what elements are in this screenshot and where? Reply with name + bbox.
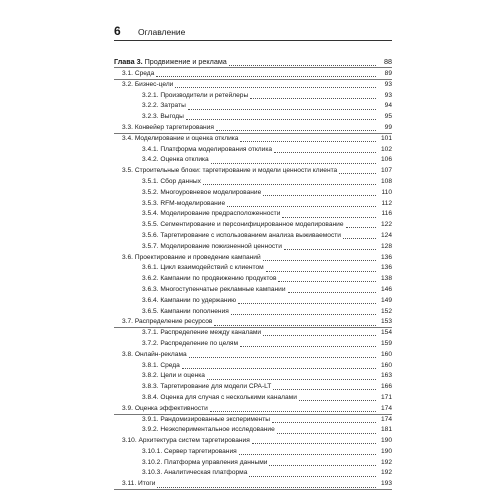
toc-entry: [114, 361, 392, 372]
toc-entry: [114, 80, 392, 91]
toc-entry: [114, 339, 392, 350]
dot-leader: [216, 130, 376, 131]
dot-leader: [274, 152, 376, 153]
toc-entries: [114, 69, 392, 490]
toc-entry-label: 3.2.2. Затраты: [142, 102, 186, 110]
table-of-contents: [114, 56, 392, 490]
toc-entry-page-number: 192: [380, 458, 392, 466]
dot-leader: [227, 206, 376, 207]
toc-entry-page-number: 154: [380, 329, 392, 337]
toc-entry: [114, 188, 392, 199]
toc-entry-page-number: 107: [380, 167, 392, 175]
toc-entry-page-number: 193: [380, 480, 392, 488]
toc-entry: [114, 123, 392, 134]
toc-entry-page-number: 99: [384, 123, 392, 131]
dot-leader: [339, 173, 376, 174]
toc-entry: [114, 91, 392, 102]
dot-leader: [278, 281, 376, 282]
dot-leader: [249, 476, 376, 477]
toc-entry-page-number: 102: [380, 145, 392, 153]
toc-entry-label: 3.1. Среда: [122, 70, 155, 77]
toc-entry: [114, 166, 392, 177]
dot-leader: [157, 487, 376, 488]
toc-entry: [114, 371, 392, 382]
toc-entry-label: 3.6.3. Многоступенчатые рекламные кампании: [142, 285, 286, 293]
dot-leader: [284, 249, 376, 250]
toc-entry-label: 3.10.2. Платформа управления данными: [142, 458, 268, 466]
toc-entry-label: 3.7.1. Распределение между каналами: [142, 329, 262, 337]
toc-entry: [114, 101, 392, 112]
toc-entry-label: 3.9.2. Неэкспериментальное исследование: [142, 426, 275, 434]
toc-entry: [114, 199, 392, 210]
toc-entry: [114, 458, 392, 469]
toc-entry-page-number: 93: [384, 80, 392, 88]
toc-entry-label: 3.5.4. Моделирование предрасположенности: [142, 210, 281, 218]
toc-entry: [114, 177, 392, 188]
toc-entry-label: 3.2.1. Производители и ретейлеры: [142, 91, 249, 99]
dot-leader: [343, 238, 376, 239]
toc-entry: [114, 350, 392, 361]
toc-entry-label: 3.9. Оценка эффективности: [122, 404, 208, 412]
toc-entry: [114, 479, 392, 490]
dot-leader: [239, 454, 376, 455]
toc-entry-label: 3.5.7. Моделирование пожизненной ценности: [142, 242, 282, 250]
toc-entry-page-number: 108: [380, 177, 392, 185]
toc-entry: [114, 274, 392, 285]
dot-leader: [238, 303, 376, 304]
toc-entry-page-number: 160: [380, 361, 392, 369]
chapter-prefix: Глава 3.: [114, 57, 143, 67]
dot-leader: [288, 292, 376, 293]
toc-entry: [114, 231, 392, 242]
toc-entry: [114, 425, 392, 436]
dot-leader: [263, 260, 376, 261]
toc-entry-page-number: 124: [380, 231, 392, 239]
toc-entry-page-number: 101: [380, 134, 392, 142]
toc-entry-label: 3.8.4. Оценка для случая с несколькими каналами: [142, 393, 297, 401]
dot-leader: [189, 357, 376, 358]
toc-entry: [114, 393, 392, 404]
toc-entry-label: 3.10.1. Сервер таргетирования: [142, 447, 237, 455]
toc-entry-label: 3.11. Итоги: [122, 480, 156, 488]
toc-entry-label: 3.5.1. Сбор данных: [142, 177, 201, 185]
dot-leader: [214, 325, 376, 326]
dot-leader: [186, 119, 376, 120]
dot-leader: [273, 389, 376, 390]
page-header: [114, 24, 392, 41]
toc-entry-page-number: 192: [380, 469, 392, 477]
toc-entry-label: 3.6. Проектирование и проведение кампаний: [122, 253, 261, 261]
toc-entry-label: 3.3. Конвейер таргетирования: [122, 123, 214, 131]
toc-entry-page-number: 190: [380, 437, 392, 445]
toc-entry: [114, 134, 392, 145]
toc-entry-page-number: 146: [380, 285, 392, 293]
toc-entry-label: 3.5.6. Таргетирование с использованием анализа выживаемости: [142, 231, 341, 239]
chapter-name: Продвижение и реклама: [142, 57, 227, 67]
toc-chapter-entry: [114, 56, 392, 68]
toc-entry: [114, 307, 392, 318]
toc-entry-page-number: 163: [380, 372, 392, 380]
toc-entry: [114, 155, 392, 166]
toc-entry-page-number: 136: [380, 253, 392, 261]
toc-entry-page-number: 95: [384, 113, 392, 121]
dot-leader: [263, 195, 376, 196]
toc-entry-label: 3.9.1. Рандомизированные эксперименты: [142, 415, 271, 423]
dot-leader: [229, 65, 376, 66]
toc-entry-label: 3.2. Бизнес-цели: [122, 80, 174, 88]
page-number: 6: [114, 24, 121, 38]
dot-leader: [203, 184, 376, 185]
toc-entry-page-number: 160: [380, 350, 392, 358]
toc-entry-label: 3.10. Архитектура систем таргетирования: [122, 437, 250, 445]
toc-entry-page-number: 122: [380, 221, 392, 229]
dot-leader: [240, 346, 376, 347]
dot-leader: [263, 335, 376, 336]
toc-entry-page-number: 136: [380, 264, 392, 272]
dot-leader: [250, 98, 376, 99]
dot-leader: [207, 379, 376, 380]
toc-entry-page-number: 174: [380, 404, 392, 412]
dot-leader: [272, 422, 376, 423]
toc-entry-label: 3.8.2. Цели и оценка: [142, 372, 205, 380]
toc-entry-page-number: 89: [384, 70, 392, 77]
running-header-title: Оглавление: [138, 27, 186, 37]
toc-entry: [114, 415, 392, 426]
dot-leader: [299, 400, 376, 401]
toc-entry-page-number: 138: [380, 275, 392, 283]
dot-leader: [156, 76, 376, 77]
toc-entry-label: 3.8.1. Среда: [142, 361, 180, 369]
toc-entry-label: 3.6.4. Кампании по удержанию: [142, 296, 237, 304]
chapter-page-number: 88: [384, 57, 392, 67]
toc-entry: [114, 328, 392, 339]
toc-entry: [114, 436, 392, 447]
toc-entry: [114, 447, 392, 458]
toc-entry-page-number: 159: [380, 339, 392, 347]
dot-leader: [175, 87, 376, 88]
toc-entry-label: 3.8. Онлайн-реклама: [122, 350, 187, 358]
toc-entry: [114, 285, 392, 296]
toc-entry-page-number: 110: [381, 188, 392, 196]
toc-entry-page-number: 106: [380, 156, 392, 164]
toc-entry-page-number: 190: [380, 447, 392, 455]
dot-leader: [252, 443, 376, 444]
toc-entry-label: 3.7. Распределение ресурсов: [122, 318, 213, 326]
dot-leader: [231, 314, 376, 315]
dot-leader: [188, 109, 376, 110]
toc-entry-page-number: 174: [380, 415, 392, 423]
toc-entry-label: 3.8.3. Таргетирование для модели CPA-LT: [142, 383, 272, 391]
toc-entry-label: 3.2.3. Выгоды: [142, 113, 184, 121]
toc-entry: [114, 468, 392, 479]
toc-entry-page-number: 112: [381, 199, 392, 207]
dot-leader: [211, 163, 376, 164]
toc-entry-label: 3.7.2. Распределение по целям: [142, 339, 239, 347]
toc-entry: [114, 253, 392, 264]
dot-leader: [210, 411, 376, 412]
dot-leader: [269, 465, 376, 466]
toc-entry: [114, 242, 392, 253]
toc-entry-label: 3.6.2. Кампании по продвижению продуктов: [142, 275, 277, 283]
toc-entry: [114, 317, 392, 328]
toc-entry-label: 3.5.5. Сегментирование и персонифицированное моделирование: [142, 221, 344, 229]
toc-entry-page-number: 149: [380, 296, 392, 304]
toc-entry-page-number: 93: [384, 91, 392, 99]
toc-entry-page-number: 94: [384, 102, 392, 110]
toc-entry-page-number: 128: [380, 242, 392, 250]
toc-entry-page-number: 153: [380, 318, 392, 326]
toc-entry-page-number: 171: [380, 393, 392, 401]
toc-entry-page-number: 152: [380, 307, 392, 315]
toc-entry: [114, 263, 392, 274]
toc-entry: [114, 296, 392, 307]
toc-entry-page-number: 166: [380, 383, 392, 391]
toc-entry-label: 3.6.5. Кампании пополнения: [142, 307, 229, 315]
toc-entry: [114, 145, 392, 156]
toc-entry-label: 3.6.1. Цикл взаимодействий с клиентом: [142, 264, 264, 272]
dot-leader: [282, 217, 376, 218]
toc-entry-label: 3.4.2. Оценка отклика: [142, 156, 209, 164]
chapter-title: [114, 57, 227, 68]
toc-entry: [114, 382, 392, 393]
toc-entry-label: 3.5.3. RFM-моделирование: [142, 199, 226, 207]
toc-entry-page-number: 116: [381, 210, 392, 218]
toc-entry: [114, 209, 392, 220]
toc-entry-label: 3.4.1. Платформа моделирования отклика: [142, 145, 273, 153]
toc-entry-page-number: 181: [380, 426, 392, 434]
toc-entry-label: 3.4. Моделирование и оценка отклика: [122, 134, 239, 142]
dot-leader: [240, 141, 376, 142]
toc-entry: [114, 112, 392, 123]
toc-entry-label: 3.5.2. Многоуровневое моделирование: [142, 188, 262, 196]
toc-entry: [114, 69, 392, 80]
dot-leader: [346, 227, 377, 228]
dot-leader: [182, 368, 376, 369]
toc-entry-label: 3.10.3. Аналитическая платформа: [142, 469, 248, 477]
dot-leader: [277, 433, 376, 434]
toc-entry: [114, 404, 392, 415]
toc-entry-label: 3.5. Строительные блоки: таргетирование и модели ценности клиента: [122, 167, 338, 175]
toc-entry: [114, 220, 392, 231]
dot-leader: [266, 271, 376, 272]
